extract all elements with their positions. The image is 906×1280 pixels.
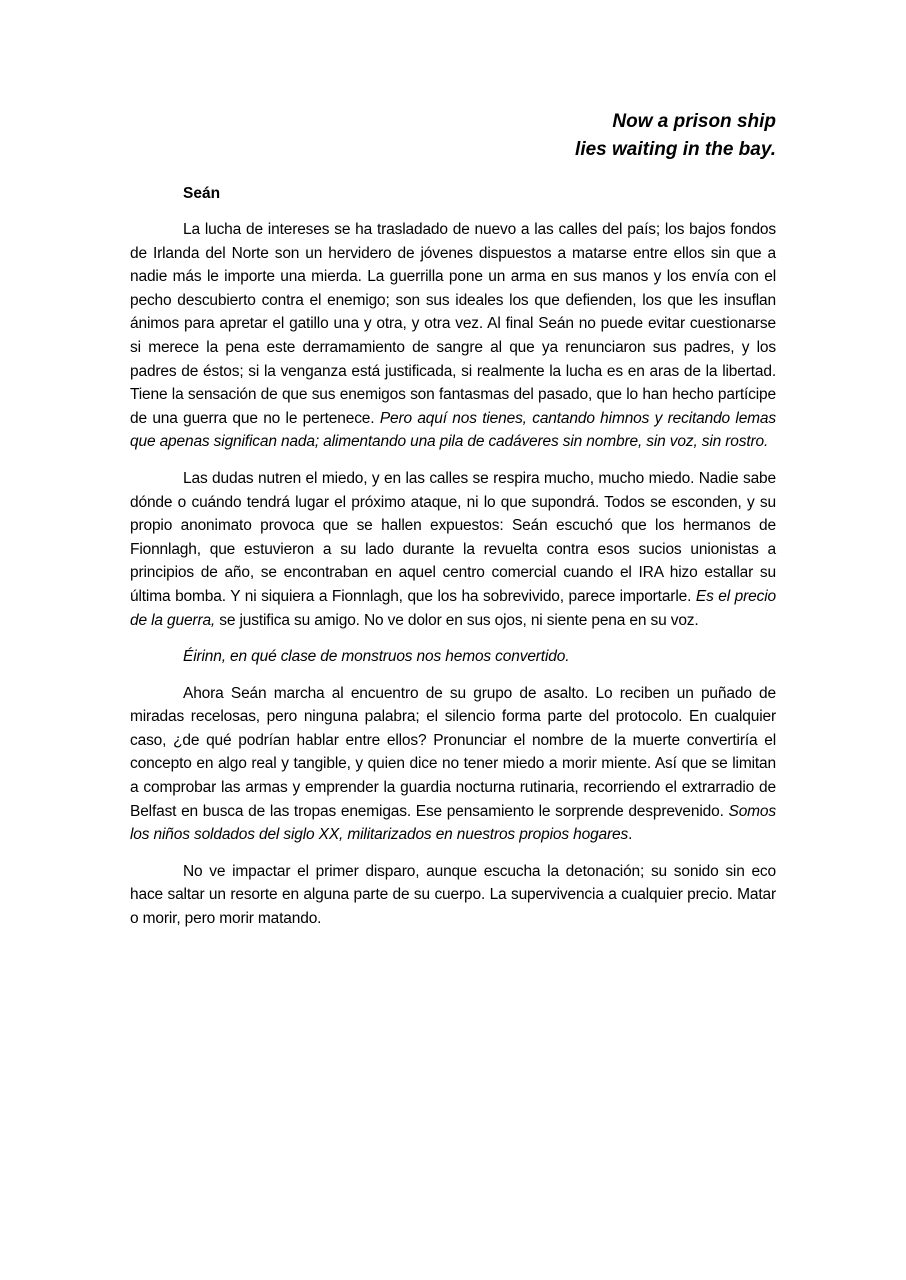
epigraph-line-1: Now a prison ship — [612, 111, 776, 132]
paragraph-1 — [130, 218, 776, 454]
paragraph-1-italic: Pero aquí nos tienes, cantando himnos y recitando lemas que apenas significan nada; alimentando una pila de cadáveres sin nombre, sin voz, sin rostro. — [130, 409, 777, 451]
paragraph-1-text: La lucha de intereses se ha trasladado de nuevo a las calles del país; los bajos fondos de Irlanda del Norte son un hervidero de jóvenes dispuestos a matarse entre ellos sin que a nadie más le importe una mierda. La guerrilla pone un arma en sus manos y los envía con el pecho descubierto contra el enemigo; son sus ideales los que defienden, los que les insuflan ánimos para apretar el gatillo una y otra, y otra vez. Al final Seán no puede evitar cuestionarse si merece la pena este derramamiento de sangre al que ya renunciaron sus padres, y los padres de éstos; si la venganza está justificada, si realmente la lucha es en aras de la libertad. Tiene la sensación de que sus enemigos son fantasmas del pasado, que lo han hecho partícipe de una guerra que no le pertenece. — [130, 221, 776, 427]
paragraph-2-text: Las dudas nutren el miedo, y en las calles se respira mucho, mucho miedo. Nadie sabe dónde o cuándo tendrá lugar el próximo ataque, ni lo que supondrá. Todos se esconden, y su propio anonimato provoca que se hallen expuestos: Seán escuchó que los hermanos de Fionnlagh, que estuvieron a su lado durante la revuelta contra esos sucios unionistas a principios de año, se encontraban en aquel centro comercial cuando el IRA hizo estallar su última bomba. Y ni siquiera a Fionnlagh, que los ha sobrevivido, parece importarle. — [130, 469, 776, 605]
epigraph — [130, 108, 776, 164]
paragraph-3-italic: Éirinn, en qué clase de monstruos nos hemos convertido. — [183, 648, 570, 666]
paragraph-5 — [130, 860, 776, 931]
paragraph-3 — [130, 645, 776, 669]
paragraph-4 — [130, 682, 776, 847]
paragraph-4-italic: Somos los niños soldados del siglo XX, militarizados en nuestros propios hogares — [130, 802, 776, 844]
epigraph-line-2: lies waiting in the bay. — [575, 139, 776, 160]
paragraph-4-text: Ahora Seán marcha al encuentro de su grupo de asalto. Lo reciben un puñado de miradas recelosas, pero ninguna palabra; el silencio forma parte del protocolo. En cualquier caso, ¿de qué podrían hablar entre ellos? Pronunciar el nombre de la muerte convertiría el concepto en algo real y tangible, y quien dice no tener miedo a morir miente. Así que se limitan a comprobar las armas y emprender la guardia nocturna rutinaria, recorriendo el extrarradio de Belfast en busca de las tropas enemigas. Ese pensamiento le sorprende desprevenido. — [130, 684, 776, 820]
document-page — [130, 108, 776, 944]
paragraph-2 — [130, 467, 776, 632]
paragraph-4-text-end: . — [628, 826, 633, 844]
paragraph-2-italic: Es el precio de la guerra, — [130, 587, 776, 629]
section-heading: Seán — [183, 185, 221, 202]
paragraph-2-text-end: se justifica su amigo. No ve dolor en sus ojos, ni siente pena en su voz. — [215, 611, 699, 629]
paragraph-5-text: No ve impactar el primer disparo, aunque escucha la detonación; su sonido sin eco hace saltar un resorte en alguna parte de su cuerpo. La supervivencia a cualquier precio. Matar o morir, pero morir matando. — [130, 862, 776, 928]
